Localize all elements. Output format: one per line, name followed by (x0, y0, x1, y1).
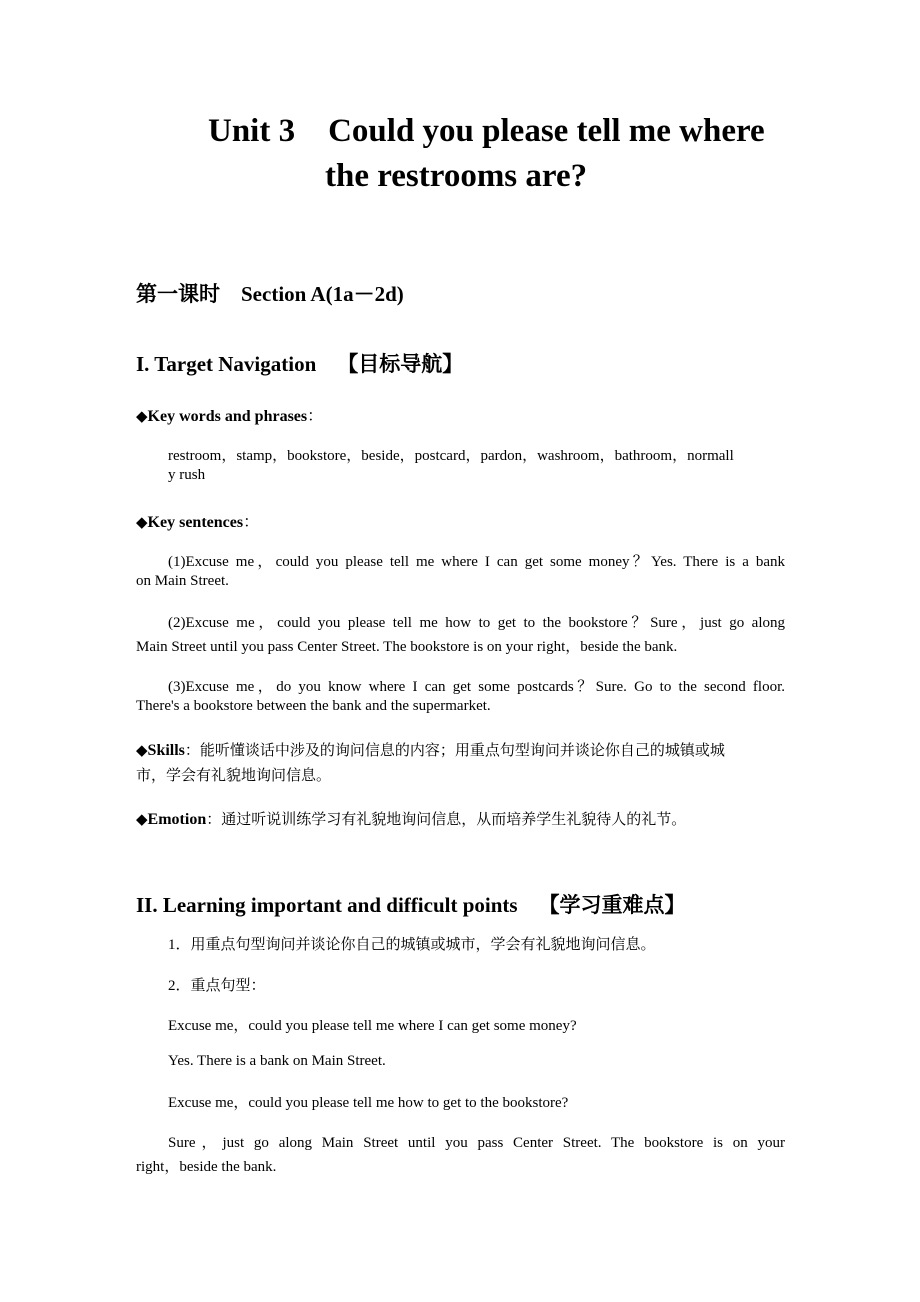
key-sentence-1-line2: on Main Street. (136, 573, 229, 589)
key-sentence-3-line2: There's a bookstore between the bank and the supermarket. (136, 698, 491, 714)
diamond-bullet-icon: ◆ (136, 741, 148, 759)
example-sentence-2: Yes. There is a bank on Main Street. (168, 1053, 386, 1069)
key-sentence-2-line1: (2)Excuse me，could you please tell me how to get to the bookstore？Sure，just go along (168, 615, 785, 631)
section-2-heading: II. Learning important and difficult points 【学习重难点】 (136, 893, 686, 917)
key-words-label: ◆Key words and phrases： (136, 407, 324, 425)
unit-title-line2: the restrooms are? (325, 158, 588, 194)
unit-title-line1: Unit 3 Could you please tell me where (208, 113, 765, 149)
example-sentence-4-line1: Sure，just go along Main Street until you pass Center Street. The bookstore is on your (168, 1135, 785, 1151)
diamond-bullet-icon: ◆ (136, 513, 148, 531)
lesson-heading: 第一课时 Section A(1a－2d) (136, 282, 404, 306)
point-2: 2．重点句型： (168, 978, 266, 994)
key-sentence-1-line1: (1)Excuse me，could you please tell me where I can get some money？Yes. There is a bank (168, 554, 785, 570)
key-words-line1: restroom，stamp，bookstore，beside，postcard，pardon，washroom，bathroom，normall (168, 448, 734, 464)
skills-line2: 市，学会有礼貌地询问信息。 (136, 768, 332, 784)
emotion-line: ◆Emotion：通过听说训练学习有礼貌地询问信息，从而培养学生礼貌待人的礼节。 (136, 810, 687, 828)
diamond-bullet-icon: ◆ (136, 810, 148, 828)
example-sentence-1: Excuse me，could you please tell me where I can get some money? (168, 1018, 577, 1034)
diamond-bullet-icon: ◆ (136, 407, 148, 425)
key-sentence-2-line2: Main Street until you pass Center Street. The bookstore is on your right，beside the bank. (136, 639, 678, 655)
skills-line1: ◆Skills：能听懂谈话中涉及的询问信息的内容；用重点句型询问并谈论你自己的城镇或城 (136, 741, 725, 759)
key-words-line2: y rush (168, 467, 206, 483)
section-1-heading: I. Target Navigation 【目标导航】 (136, 352, 464, 376)
example-sentence-3: Excuse me，could you please tell me how to get to the bookstore? (168, 1095, 569, 1111)
point-1: 1．用重点句型询问并谈论你自己的城镇或城市，学会有礼貌地询问信息。 (168, 937, 656, 953)
key-sentences-label: ◆Key sentences： (136, 513, 260, 531)
example-sentence-4-line2: right，beside the bank. (136, 1159, 277, 1175)
key-sentence-3-line1: (3)Excuse me，do you know where I can get some postcards？Sure. Go to the second floor. (168, 679, 785, 695)
